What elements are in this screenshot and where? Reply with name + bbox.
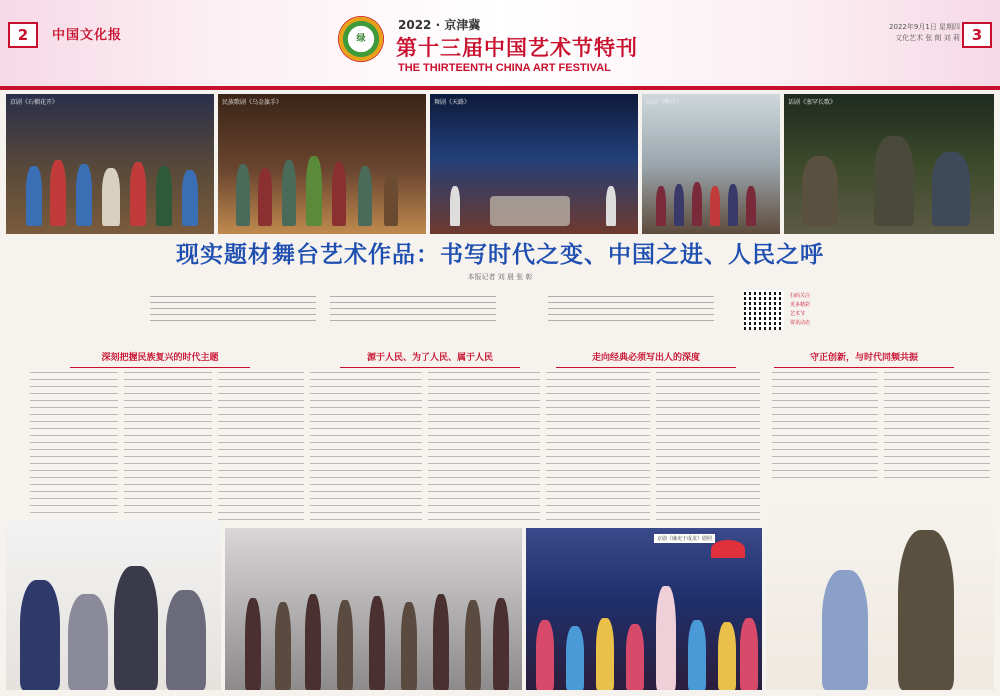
page-number-left: 2 [8, 22, 38, 48]
stage-photo-1 [6, 94, 214, 234]
paper-name: 中国文化报 [52, 28, 123, 43]
byline: 本报记者 刘 晨 张 彰 [467, 273, 533, 281]
stage-photo-5 [784, 94, 994, 234]
qr-note [790, 292, 830, 328]
qr-note-line: 更多精彩 [790, 302, 811, 308]
photo-caption: 京剧《石榴花开》 [10, 99, 59, 106]
intro-paragraph [548, 296, 714, 326]
section-title: 深刻把握民族复兴的时代主题 [70, 350, 250, 368]
text-column [884, 372, 990, 484]
masthead-stripe [0, 86, 1000, 90]
bottom-photo-1 [6, 520, 221, 690]
photo-caption: 话剧《塞罕长歌》 [788, 99, 837, 106]
masthead-title: 第十三届中国艺术节特刊 [396, 35, 638, 60]
qr-note-line: 资讯动态 [790, 320, 811, 326]
text-column [124, 372, 212, 518]
stage-photo-3 [430, 94, 638, 234]
date-line [889, 22, 960, 44]
masthead [0, 0, 1000, 88]
masthead-title-en: THE THIRTEENTH CHINA ART FESTIVAL [398, 62, 611, 74]
page-number-right: 3 [962, 22, 992, 48]
edition-label: 2022 · 京津冀 [398, 18, 481, 32]
text-column [310, 372, 422, 526]
bottom-photo-4 [766, 486, 994, 690]
photo-caption: 舞剧《天路》 [434, 99, 471, 106]
text-column [656, 372, 760, 526]
main-headline: 现实题材舞台艺术作品：书写时代之变、中国之进、人民之呼 [176, 242, 824, 268]
section-title: 走向经典必须写出人的深度 [556, 350, 736, 368]
stage-photo-4 [642, 94, 780, 234]
bottom-photo-2 [225, 528, 522, 690]
intro-paragraph [150, 296, 316, 326]
bottom-photo-caption: 京剧《廉吏于成龙》剧照 [654, 534, 715, 543]
qr-note-line: 艺术节 [790, 311, 806, 317]
date-line-2: 文化艺术 张 朗 刘 莉 [895, 34, 960, 42]
intro-paragraph [330, 296, 496, 326]
text-column [218, 372, 304, 526]
date-line-1: 2022年9月1日 星期四 [889, 23, 960, 31]
text-column [772, 372, 878, 484]
festival-logo-text: 绿 [356, 34, 366, 44]
stage-photo-2 [218, 94, 426, 234]
qr-note-line: 扫码关注 [790, 293, 811, 299]
text-column [546, 372, 650, 526]
text-column [428, 372, 540, 526]
qr-code-pattern [744, 290, 784, 330]
photo-caption: 民族歌剧《乌金旗手》 [222, 99, 283, 106]
section-title: 源于人民、为了人民、属于人民 [340, 350, 520, 368]
umbrella-prop [711, 540, 745, 558]
section-title: 守正创新，与时代同频共振 [774, 350, 954, 368]
photo-caption: 话剧《柳青》 [646, 99, 683, 106]
text-column [30, 372, 118, 518]
bottom-photo-3 [526, 528, 762, 690]
